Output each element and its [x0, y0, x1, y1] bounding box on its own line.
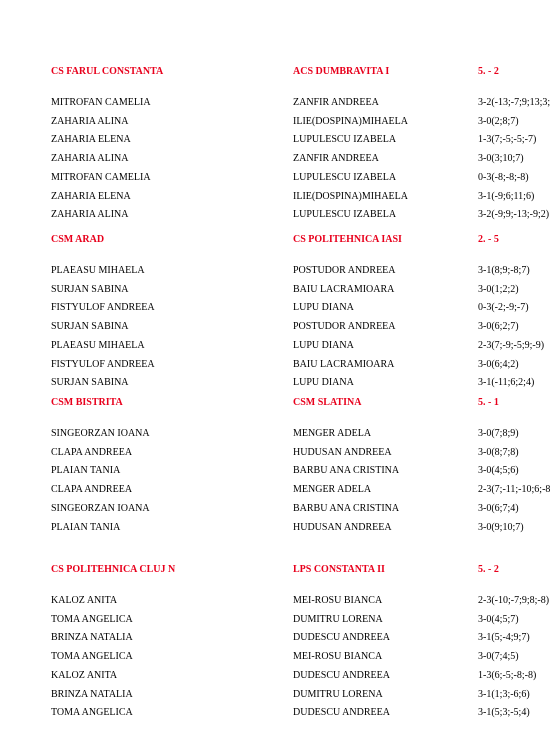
away-player-name: LUPULESCU IZABELA	[293, 209, 397, 221]
game-row	[0, 133, 551, 147]
home-player-name: ZAHARIA ELENA	[51, 190, 131, 202]
home-player-name: KALOZ ANITA	[51, 669, 118, 681]
away-player-name: MENGER ADELA	[293, 484, 372, 496]
home-player-name: KALOZ ANITA	[51, 595, 118, 606]
game-row	[0, 502, 551, 516]
away-player-name: HUDUSAN ANDREEA	[293, 446, 392, 458]
match-final-score: 5. - 2	[478, 66, 499, 77]
game-score: 1-3(7;-5;-5;-7)	[478, 134, 537, 146]
game-score: 1-3(6;-5;-8;-8)	[478, 669, 537, 681]
away-player-name: DUMITRU LORENA	[293, 613, 383, 625]
match-final-score: 5. - 2	[478, 564, 499, 575]
home-player-name: ZAHARIA ALINA	[51, 209, 129, 221]
home-player-name: TOMA ANGELICA	[51, 651, 133, 663]
home-player-name: BRINZA NATALIA	[51, 688, 133, 700]
home-player-name: BRINZA NATALIA	[51, 632, 133, 644]
away-player-name: BAIU LACRAMIOARA	[293, 283, 395, 295]
home-player-name: SURJAN SABINA	[51, 321, 129, 333]
home-player-name: SINGEORZAN IOANA	[51, 502, 150, 514]
game-row	[0, 96, 551, 110]
game-score: 3-1(8;9;-8;7)	[478, 265, 530, 276]
match-header	[0, 65, 551, 79]
home-player-name: TOMA ANGELICA	[51, 613, 133, 625]
game-score: 3-2(-9;9;-13;-9;2)	[478, 209, 550, 221]
match-header	[0, 563, 551, 577]
team-away-name: CSM SLATINA	[293, 397, 362, 408]
away-player-name: ZANFIR ANDREEA	[293, 153, 379, 165]
game-score: 3-0(9;10;7)	[478, 521, 524, 533]
game-score: 3-0(2;8;7)	[478, 115, 519, 127]
game-score: 3-0(6;7;4)	[478, 502, 519, 514]
game-row	[0, 631, 551, 645]
game-row	[0, 706, 551, 720]
away-player-name: BARBU ANA CRISTINA	[293, 465, 400, 477]
home-player-name: CLAPA ANDREEA	[51, 446, 133, 458]
away-player-name: DUDESCU ANDREEA	[293, 707, 390, 719]
game-score: 3-1(-11;6;2;4)	[478, 377, 535, 389]
team-home-name: CSM ARAD	[51, 234, 105, 245]
away-player-name: MEI-ROSU BIANCA	[293, 651, 383, 663]
away-player-name: ILIE(DOSPINA)MIHAELA	[293, 190, 408, 202]
team-home-name: CS POLITEHNICA CLUJ N	[51, 564, 176, 575]
game-row	[0, 115, 551, 129]
match-final-score: 5. - 1	[478, 397, 499, 408]
home-player-name: TOMA ANGELICA	[51, 707, 133, 719]
match-header	[0, 396, 551, 410]
game-score: 0-3(-2;-9;-7)	[478, 302, 529, 314]
away-player-name: MENGER ADELA	[293, 428, 372, 439]
game-score: 3-0(6;4;2)	[478, 358, 519, 370]
game-score: 3-1(1;3;-6;6)	[478, 688, 530, 700]
game-score: 3-0(7;4;5)	[478, 651, 519, 663]
away-player-name: LUPU DIANA	[293, 339, 354, 351]
game-score: 3-1(-9;6;11;6)	[478, 190, 535, 202]
home-player-name: PLAIAN TANIA	[51, 465, 121, 477]
game-row	[0, 669, 551, 683]
away-player-name: LUPU DIANA	[293, 302, 354, 314]
away-player-name: MEI-ROSU BIANCA	[293, 595, 383, 606]
home-player-name: PLAIAN TANIA	[51, 521, 121, 533]
game-row	[0, 358, 551, 372]
game-score: 3-2(-13;-7;9;13;3;	[478, 97, 551, 108]
home-player-name: CLAPA ANDREEA	[51, 484, 133, 496]
game-row	[0, 688, 551, 702]
game-row	[0, 650, 551, 664]
away-player-name: LUPULESCU IZABELA	[293, 171, 397, 183]
away-player-name: ZANFIR ANDREEA	[293, 97, 379, 108]
away-player-name: DUMITRU LORENA	[293, 688, 383, 700]
game-row	[0, 464, 551, 478]
away-player-name: LUPU DIANA	[293, 377, 354, 389]
game-score: 3-0(4;5;6)	[478, 465, 519, 477]
game-score: 3-0(1;2;2)	[478, 283, 519, 295]
game-score: 3-1(5;-4;9;7)	[478, 632, 530, 644]
game-score: 3-0(3;10;7)	[478, 153, 524, 165]
team-away-name: ACS DUMBRAVITA I	[293, 66, 390, 77]
home-player-name: FISTYULOF ANDREEA	[51, 358, 155, 370]
game-row	[0, 376, 551, 390]
away-player-name: ILIE(DOSPINA)MIHAELA	[293, 115, 408, 127]
away-player-name: BARBU ANA CRISTINA	[293, 502, 400, 514]
game-row	[0, 427, 551, 441]
game-score: 3-0(6;2;7)	[478, 321, 519, 333]
game-row	[0, 264, 551, 278]
game-row	[0, 171, 551, 185]
home-player-name: FISTYULOF ANDREEA	[51, 302, 155, 314]
team-home-name: CS FARUL CONSTANTA	[51, 66, 164, 77]
match-final-score: 2. - 5	[478, 234, 499, 245]
game-score: 2-3(7;-9;-5;9;-9)	[478, 339, 545, 351]
away-player-name: POSTUDOR ANDREEA	[293, 321, 396, 333]
away-player-name: BAIU LACRAMIOARA	[293, 358, 395, 370]
home-player-name: MITROFAN CAMELIA	[51, 171, 151, 183]
game-row	[0, 613, 551, 627]
game-row	[0, 483, 551, 497]
game-score: 2-3(-10;-7;9;8;-8)	[478, 595, 550, 606]
game-row	[0, 208, 551, 222]
game-row	[0, 301, 551, 315]
game-score: 2-3(7;-11;-10;6;-8	[478, 484, 551, 496]
team-away-name: LPS CONSTANTA II	[293, 564, 385, 575]
away-player-name: DUDESCU ANDREEA	[293, 632, 390, 644]
away-player-name: POSTUDOR ANDREEA	[293, 265, 396, 276]
home-player-name: SINGEORZAN IOANA	[51, 428, 150, 439]
game-row	[0, 594, 551, 608]
home-player-name: ZAHARIA ALINA	[51, 115, 129, 127]
game-row	[0, 190, 551, 204]
game-row	[0, 446, 551, 460]
team-away-name: CS POLITEHNICA IASI	[293, 234, 402, 245]
game-score: 3-0(4;5;7)	[478, 613, 519, 625]
away-player-name: LUPULESCU IZABELA	[293, 134, 397, 146]
home-player-name: ZAHARIA ELENA	[51, 134, 131, 146]
home-player-name: MITROFAN CAMELIA	[51, 97, 151, 108]
home-player-name: PLAEASU MIHAELA	[51, 265, 145, 276]
home-player-name: PLAEASU MIHAELA	[51, 339, 145, 351]
away-player-name: DUDESCU ANDREEA	[293, 669, 390, 681]
game-row	[0, 339, 551, 353]
home-player-name: SURJAN SABINA	[51, 283, 129, 295]
game-row	[0, 320, 551, 334]
game-score: 3-0(7;8;9)	[478, 428, 519, 439]
game-score: 3-0(8;7;8)	[478, 446, 519, 458]
home-player-name: ZAHARIA ALINA	[51, 153, 129, 165]
away-player-name: HUDUSAN ANDREEA	[293, 521, 392, 533]
game-row	[0, 521, 551, 535]
game-score: 0-3(-8;-8;-8)	[478, 171, 529, 183]
game-score: 3-1(5;3;-5;4)	[478, 707, 530, 719]
match-header	[0, 233, 551, 247]
game-row	[0, 152, 551, 166]
game-row	[0, 283, 551, 297]
team-home-name: CSM BISTRITA	[51, 397, 123, 408]
home-player-name: SURJAN SABINA	[51, 377, 129, 389]
